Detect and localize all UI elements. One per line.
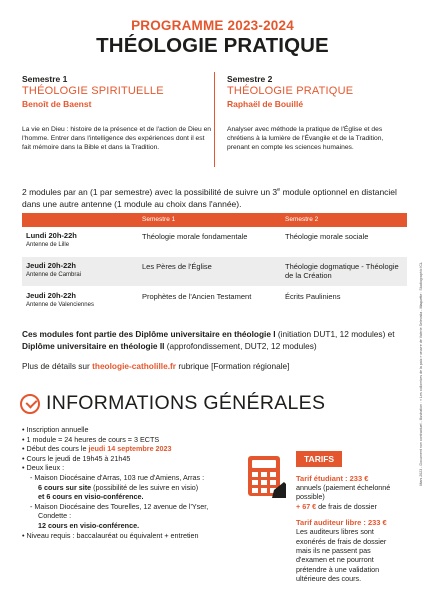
arras-visio-note: (possibilité de les suivre en visio)	[91, 482, 199, 492]
diploma-text-2: (approfondissement, DUT2, 12 modules)	[164, 341, 317, 351]
list-item: • Deux lieux :	[22, 463, 252, 473]
table-row	[22, 227, 407, 257]
semester-professor: Benoît de Baenst	[22, 99, 92, 109]
start-label: Début des cours le	[26, 444, 89, 454]
semester-1-block	[22, 74, 212, 152]
diploma-text	[22, 328, 412, 352]
intro-text-2: module optionnel en distanciel dans une autre antenne (1 module au choix dans l'année).	[22, 186, 397, 209]
info-heading	[20, 392, 325, 415]
row-day: Jeudi 20h-22h	[26, 261, 77, 270]
location-tourelles-visio	[22, 521, 252, 531]
location-tourelles: - Maison Diocésaine des Tourelles, 12 avenue de l'Yser,	[30, 501, 209, 511]
row-semester-1: Prophètes de l'Ancien Testament	[142, 292, 252, 301]
intro-text-1: 2 modules par an (1 par semestre) avec la possibilité de suivre un 3	[22, 186, 278, 197]
student-fee-text: de frais de dossier	[316, 501, 377, 511]
tarifs-badge: TARIFS	[296, 451, 342, 467]
free-rate-text: Les auditeurs libres sont exonérés de frais de dossier mais ils ne passent pas d'examen et ne pourront prétendre à une validation ultérieure des cours.	[296, 527, 387, 584]
start-date: jeudi 14 septembre 2023	[88, 444, 172, 454]
semester-name: THÉOLOGIE PRATIQUE	[227, 85, 354, 97]
list-item	[22, 444, 252, 454]
website-link[interactable]: theologie-catholille.fr	[92, 361, 177, 371]
semester-name: THÉOLOGIE SPIRITUELLE	[22, 85, 164, 97]
row-place: Antenne de Lille	[26, 242, 70, 248]
row-semester-2: Écrits Pauliniens	[285, 292, 341, 301]
row-semester-1: Théologie morale fondamentale	[142, 232, 248, 241]
calculator-icon	[244, 452, 288, 500]
tourelles-visio: 12 cours en visio-conférence.	[38, 520, 140, 530]
student-fee-amount: + 67 €	[296, 501, 317, 511]
semester-label: Semestre 1	[22, 74, 68, 84]
page-title: THÉOLOGIE PRATIQUE	[96, 34, 329, 57]
row-day: Jeudi 20h-22h	[26, 291, 77, 300]
table-row	[22, 257, 407, 287]
modules-intro	[22, 184, 407, 210]
list-item: • Inscription annuelle	[22, 425, 252, 435]
table-header-semester-2: Semestre 2	[285, 216, 319, 223]
student-fee	[296, 502, 396, 511]
check-circle-icon	[20, 394, 40, 414]
diploma-1: Ces modules font partie des Diplôme universitaire en théologie I	[22, 329, 276, 339]
programme-year: PROGRAMME 2023-2024	[131, 18, 294, 33]
table-header-cell	[22, 213, 132, 227]
list-item: • Niveau requis : baccalauréat ou équivalent + entretien	[22, 531, 252, 541]
intro-sup: e	[277, 187, 281, 193]
free-rate-label: Tarif auditeur libre : 233 €	[296, 518, 387, 528]
table-header	[22, 213, 407, 227]
row-semester-1: Les Pères de l'Église	[142, 262, 212, 271]
location-arras: - Maison Diocésaine d'Arras, 103 rue d'Amiens, Arras :	[30, 472, 205, 482]
arras-onsite: 6 cours sur site	[38, 482, 92, 492]
row-place: Antenne de Cambrai	[26, 272, 82, 278]
row-day: Lundi 20h-22h	[26, 231, 77, 240]
list-item: • 1 module = 24 heures de cours = 3 ECTS	[22, 435, 252, 445]
diploma-text-1: (initiation DUT1, 12 modules) et	[275, 329, 395, 339]
semester-label: Semestre 2	[227, 74, 273, 84]
diploma-2: Diplôme universitaire en théologie II	[22, 341, 165, 351]
more-details	[22, 361, 412, 371]
header	[0, 18, 425, 58]
semester-description: La vie en Dieu : histoire de la présence et de l'action de Dieu en l'homme. Entrer dans l'intelligence des expériences dont il est fait mémoire dans la Bible et dans la Tradition.	[22, 126, 212, 151]
semester-professor: Raphaël de Bouillé	[227, 99, 304, 109]
row-place: Antenne de Valenciennes	[26, 302, 94, 308]
list-item: • Cours le jeudi de 19h45 à 21h45	[22, 454, 252, 464]
info-list	[22, 425, 252, 540]
semester-divider	[214, 72, 215, 167]
arras-visio: et 6 cours en visio-conférence.	[38, 492, 144, 502]
location-arras-visio	[22, 492, 252, 502]
student-rate-text: annuels (paiement échelonné possible)	[296, 483, 391, 502]
side-credit: Mars 2023 - Document non contractuel - Illustration : « Les collombes de la paix » œuvre de Valerie Selevalia - Maquette : Studiographic ICL	[419, 262, 423, 486]
info-title: INFORMATIONS GÉNÉRALES	[46, 392, 326, 414]
semester-description: Analyser avec méthode la pratique de l'Église et des chrétiens à la lumière de l'Évangile et de la Tradition, prenant en compte les sciences humaines.	[227, 126, 384, 151]
schedule-table	[22, 213, 407, 317]
location-arras-detail	[22, 483, 252, 493]
semester-2-block	[221, 74, 406, 152]
more-suffix: rubrique [Formation régionale]	[176, 361, 290, 371]
row-semester-2: Théologie morale sociale	[285, 232, 369, 241]
student-rate-label: Tarif étudiant : 233 €	[296, 474, 369, 483]
tarifs-block	[296, 449, 396, 584]
row-semester-2: Théologie dogmatique - Théologie de la Création	[285, 262, 399, 280]
table-header-semester-1: Semestre 1	[142, 216, 176, 223]
table-row	[22, 287, 407, 317]
more-prefix: Plus de détails sur	[22, 361, 93, 371]
location-tourelles-city: Condette :	[38, 511, 72, 521]
